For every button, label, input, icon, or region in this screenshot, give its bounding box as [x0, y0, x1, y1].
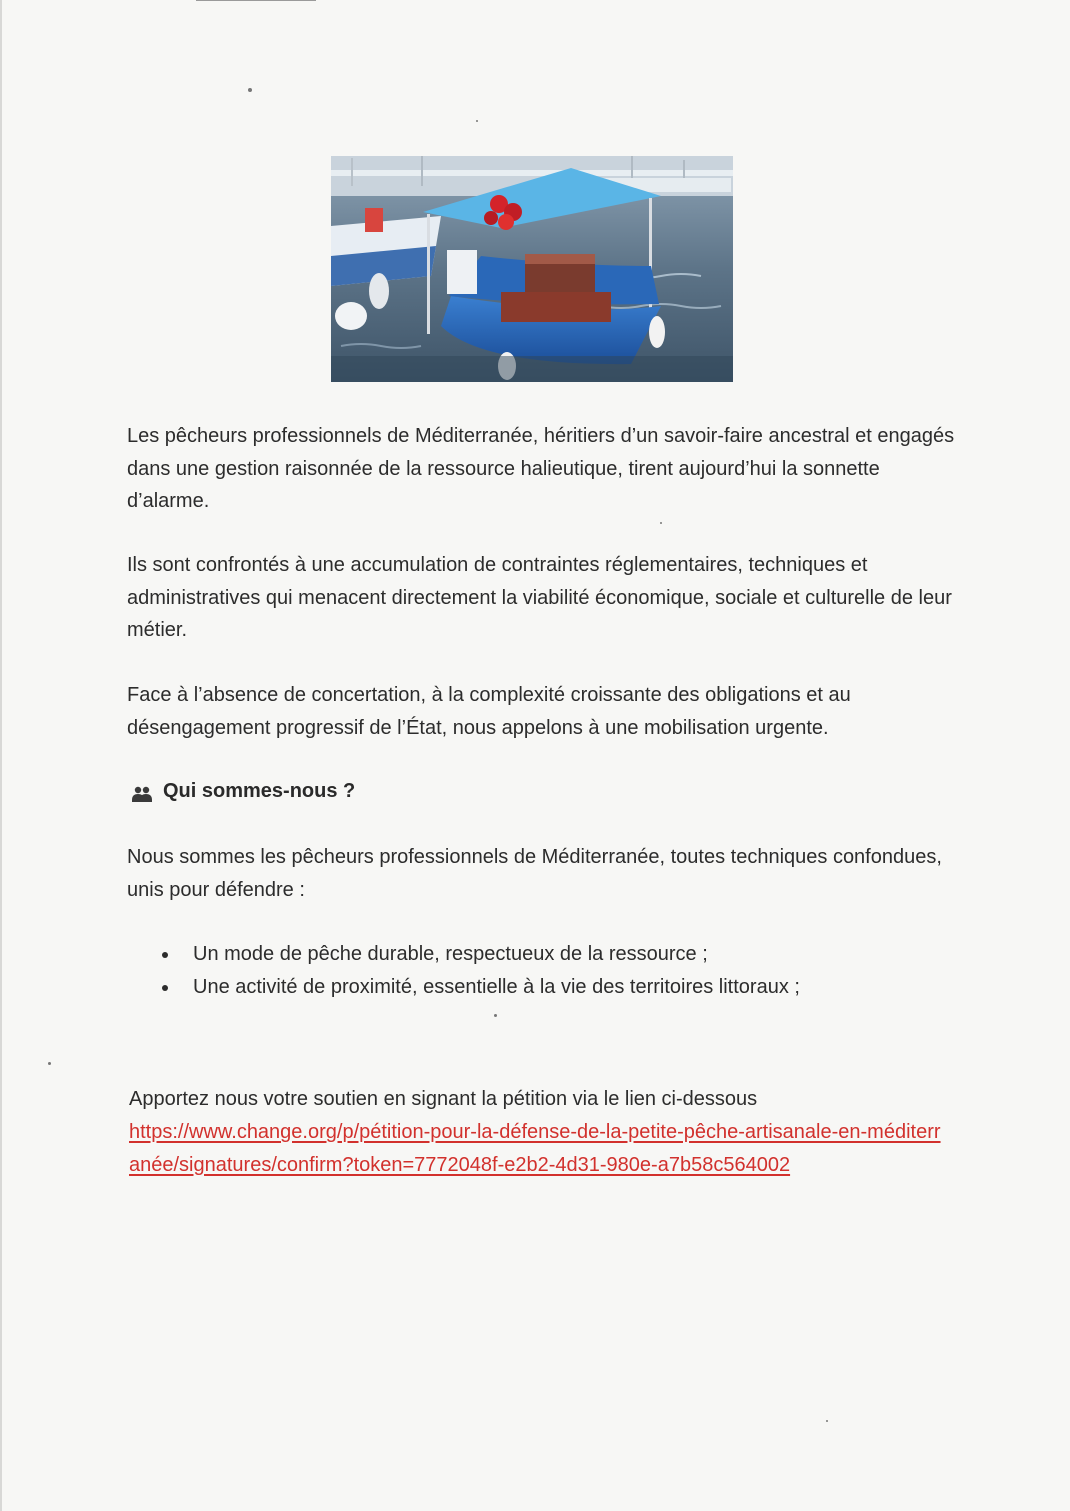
bullet-dot	[162, 952, 168, 958]
section-heading-text: Qui sommes-nous ?	[163, 780, 356, 802]
section-heading	[131, 776, 355, 806]
scan-speck	[248, 88, 252, 92]
bullet-dot	[162, 985, 168, 991]
petition-link[interactable]: https://www.change.org/p/pétition-pour-la-défense-de-la-petite-pêche-artisanale-en-méditerranée/signatures/confirm?token=7772048f-e2b2-4d31-980e-a7b58c564002	[129, 1121, 941, 1176]
list-item-text: Une activité de proximité, essentielle à la vie des territoires littoraux ;	[193, 975, 800, 998]
scan-speck	[494, 1014, 497, 1017]
list-item	[160, 971, 800, 1004]
fishing-boat-photo	[331, 156, 733, 382]
call-to-action-paragraph: Face à l’absence de concertation, à la complexité croissante des obligations et au désengagement progressif de l’État, nous appelons à une mobilisation urgente.	[127, 684, 851, 739]
who-we-are-paragraph: Nous sommes les pêcheurs professionnels de Méditerranée, toutes techniques confondues, unis pour défendre :	[127, 846, 942, 901]
constraints-paragraph: Ils sont confrontés à une accumulation de contraintes réglementaires, techniques et administratives qui menacent directement la viabilité économique, sociale et culturelle de leur métier.	[127, 554, 952, 641]
scan-speck	[660, 522, 662, 524]
list-item-text: Un mode de pêche durable, respectueux de la ressource ;	[193, 943, 708, 965]
people-icon	[131, 782, 153, 800]
values-list	[160, 938, 800, 1003]
scan-top-rule	[196, 0, 316, 1]
scan-speck	[826, 1420, 828, 1422]
scan-speck	[476, 120, 478, 122]
support-text: Apportez nous votre soutien en signant la pétition via le lien ci-dessous	[129, 1088, 758, 1110]
intro-paragraph: Les pêcheurs professionnels de Méditerranée, héritiers d’un savoir-faire ancestral et engagés dans une gestion raisonnée de la ressource halieutique, tirent aujourd’hui la sonnette d’alarme.	[127, 425, 955, 512]
list-item	[160, 938, 800, 971]
scan-speck	[48, 1062, 51, 1065]
scan-edge	[0, 0, 2, 1511]
